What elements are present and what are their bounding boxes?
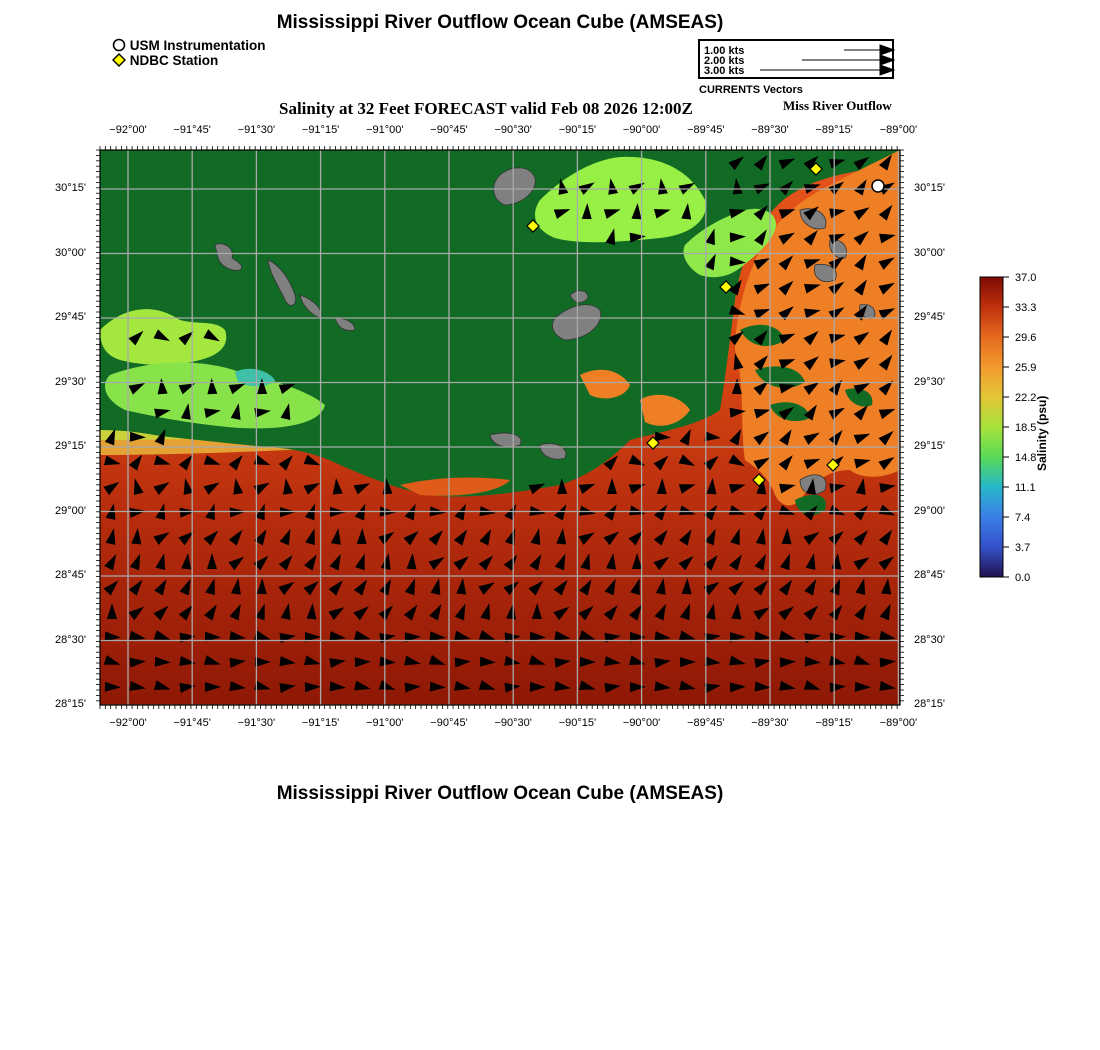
colorbar-tick-label: 14.8 [1015, 452, 1037, 464]
tick-label: 30°00' [914, 246, 945, 259]
tick-label: −92°00' [109, 717, 147, 729]
tick-label: −90°15' [558, 124, 597, 136]
tick-label: −90°15' [558, 717, 597, 729]
tick-label: 28°30' [914, 633, 945, 646]
tick-label: −90°45' [430, 717, 468, 729]
colorbar-tick-label: 29.6 [1015, 332, 1037, 344]
colorbar-gradient [980, 277, 1003, 577]
colorbar-tick-label: 7.4 [1015, 512, 1031, 524]
colorbar-tick-label: 33.3 [1015, 302, 1037, 314]
tick-label: 29°00' [55, 504, 86, 517]
tick-label: −91°45' [173, 124, 211, 136]
colorbar-label: Salinity (psu) [1035, 395, 1049, 471]
tick-label: −89°00' [879, 717, 918, 729]
tick-label: 29°45' [55, 311, 86, 323]
tick-label: −91°30' [237, 124, 276, 136]
tick-label: 29°15' [55, 440, 86, 452]
tick-label: 28°45' [55, 569, 86, 581]
vector-caption: CURRENTS Vectors [699, 84, 803, 96]
tick-label: −90°00' [622, 717, 661, 729]
colorbar-tick-label: 3.7 [1015, 542, 1031, 554]
colorbar-tick-label: 25.9 [1015, 362, 1037, 374]
tick-label: −91°45' [173, 717, 211, 729]
tick-label: 28°45' [914, 569, 945, 581]
legend-usm-label: USM Instrumentation [129, 38, 266, 53]
region-label: Miss River Outflow [783, 98, 892, 113]
tick-label: −89°30' [751, 717, 789, 729]
usm-station-marker [872, 180, 884, 192]
tick-label: 28°15' [55, 698, 86, 710]
tick-label: −89°45' [687, 717, 725, 729]
vector-label-2: 2.00 kts [704, 55, 745, 67]
tick-label: −92°00' [109, 124, 147, 136]
tick-label: −91°15' [301, 717, 340, 729]
tick-label: −90°45' [430, 124, 468, 136]
tick-label: 29°30' [914, 375, 945, 388]
colorbar-tick-label: 11.1 [1015, 482, 1036, 494]
legend-ndbc-label: NDBC Station [129, 53, 219, 68]
tick-label: −91°00' [366, 717, 404, 729]
vector-label-1: 1.00 kts [704, 45, 745, 57]
colorbar-ticks [1003, 272, 1036, 584]
page-title-bottom: Mississippi River Outflow Ocean Cube (AMSEAS) [276, 783, 724, 804]
tick-label: 28°30' [55, 633, 86, 646]
tick-label: 29°00' [914, 504, 945, 517]
tick-label: −89°15' [815, 124, 853, 136]
map-subtitle: Salinity at 32 Feet FORECAST valid Feb 08 2026 12:00Z [279, 99, 693, 118]
tick-label: 30°15' [55, 182, 86, 194]
page-title: Mississippi River Outflow Ocean Cube (AMSEAS) [276, 12, 724, 33]
tick-label: 30°15' [914, 182, 945, 194]
colorbar-tick-label: 18.5 [1015, 422, 1037, 434]
tick-label: −89°00' [879, 124, 918, 136]
tick-label: 29°30' [55, 375, 86, 388]
tick-label: −91°00' [366, 124, 404, 136]
colorbar-tick-label: 37.0 [1015, 272, 1037, 284]
map-layers [100, 150, 900, 705]
tick-label: −91°30' [237, 717, 276, 729]
colorbar-tick-label: 0.0 [1015, 572, 1031, 584]
tick-label: 30°00' [55, 246, 86, 259]
tick-label: −89°30' [751, 124, 789, 136]
tick-label: 28°15' [914, 698, 945, 710]
vector-label-3: 3.00 kts [704, 65, 745, 77]
colorbar-tick-label: 22.2 [1015, 392, 1037, 404]
salinity-colorbar [975, 270, 1090, 585]
tick-label: −90°00' [622, 124, 661, 136]
tick-label: 29°15' [914, 440, 945, 452]
tick-label: −89°15' [815, 717, 853, 729]
tick-label: −89°45' [687, 124, 725, 136]
tick-label: −91°15' [301, 124, 340, 136]
tick-label: −90°30' [494, 124, 532, 136]
tick-label: −90°30' [494, 717, 532, 729]
tick-label: 29°45' [914, 311, 945, 323]
